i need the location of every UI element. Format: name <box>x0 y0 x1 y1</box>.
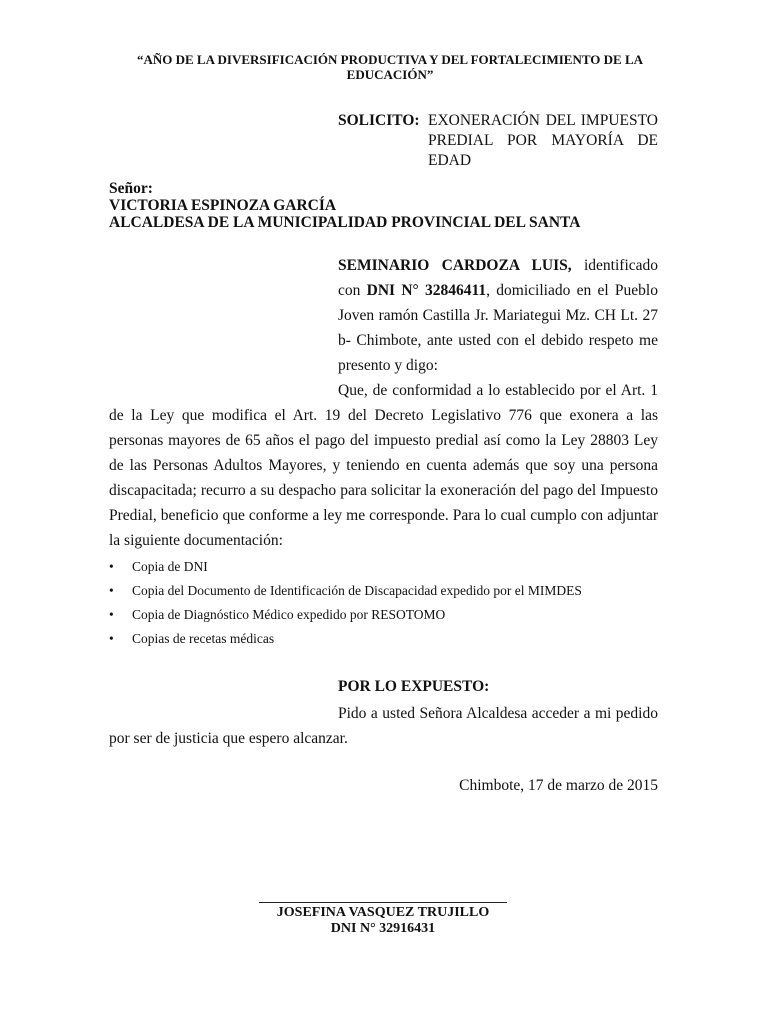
list-item <box>109 603 669 627</box>
petitioner-block <box>338 253 658 378</box>
list-item-text: Copia de Diagnóstico Médico expedido por RESOTOMO <box>132 607 446 622</box>
closing-line: Pido a usted Señora Alcaldesa acceder a mi pedido <box>338 705 658 722</box>
subject-label: SOLICITO: <box>338 112 420 129</box>
place-date: Chimbote, 17 de marzo de 2015 <box>459 777 658 794</box>
list-item <box>109 579 669 603</box>
closing-line: por ser de justicia que espero alcanzar. <box>109 730 348 747</box>
recipient-salutation: Señor: <box>109 180 153 197</box>
body-line: Que, de conformidad a lo establecido por el Art. 1 <box>338 382 658 399</box>
recipient-block <box>109 180 580 231</box>
body-line: discapacitada; recurro a su despacho para solicitar la exoneración del pago del Impuesto <box>109 482 658 499</box>
petitioner-line <box>338 253 658 278</box>
closing-heading: POR LO EXPUESTO: <box>338 678 490 695</box>
signature-line <box>259 902 507 903</box>
petitioner-line: b- Chimbote, ante usted con el debido respeto me <box>338 332 658 349</box>
petitioner-line1-rest: identificado <box>571 257 659 274</box>
petitioner-address: Joven ramón Castilla Jr. Mariategui Mz. CH Lt. 27 <box>338 307 658 324</box>
bullet-icon: • <box>109 583 114 598</box>
signature-block <box>230 905 536 937</box>
body-line: personas mayores de 65 años el pago del impuesto predial así como la Ley 28803 Ley <box>109 432 658 449</box>
bullet-icon: • <box>109 607 114 622</box>
signer-dni: DNI N° 32916431 <box>330 921 436 936</box>
recipient-position: ALCALDESA DE LA MUNICIPALIDAD PROVINCIAL DEL SANTA <box>109 214 581 231</box>
signer-name: JOSEFINA VASQUEZ TRUJILLO <box>276 905 490 920</box>
body-line: la siguiente documentación: <box>109 532 283 549</box>
list-item <box>109 555 669 579</box>
list-item-text: Copias de recetas médicas <box>132 631 275 646</box>
petitioner-line2-rest: , domiciliado en el Pueblo <box>486 282 658 299</box>
petitioner-line2-pre: con <box>338 282 367 299</box>
bullet-icon: • <box>109 559 114 574</box>
documents-list <box>109 555 669 651</box>
petitioner-dni: DNI N° 32846411 <box>366 282 487 299</box>
body-line: de la Ley que modifica el Art. 19 del Decreto Legislativo 776 que exonera a las <box>109 407 658 424</box>
recipient-name: VICTORIA ESPINOZA GARCÍA <box>109 197 337 214</box>
petitioner-name: SEMINARIO CARDOZA LUIS, <box>338 257 572 274</box>
header-motto: “AÑO DE LA DIVERSIFICACIÓN PRODUCTIVA Y DEL FORTALECIMIENTO DE LA EDUCACIÓN” <box>136 52 644 82</box>
list-item <box>109 627 669 651</box>
body-paragraph <box>109 378 658 553</box>
list-item-text: Copia de DNI <box>132 559 208 574</box>
petitioner-line <box>338 278 658 303</box>
list-item-text: Copia del Documento de Identificación de Discapacidad expedido por el MIMDES <box>132 583 582 598</box>
closing-paragraph <box>109 701 658 751</box>
petitioner-line: presento y digo: <box>338 357 438 374</box>
body-line: Predial, beneficio que conforme a ley me corresponde. Para lo cual cumplo con adjuntar <box>109 507 658 524</box>
subject-text: EXONERACIÓN DEL IMPUESTO PREDIAL POR MAYORÍA DE EDAD <box>428 112 658 169</box>
body-line: de las Personas Adultos Mayores, y teniendo en cuenta además que soy una persona <box>109 457 658 474</box>
bullet-icon: • <box>109 631 114 646</box>
